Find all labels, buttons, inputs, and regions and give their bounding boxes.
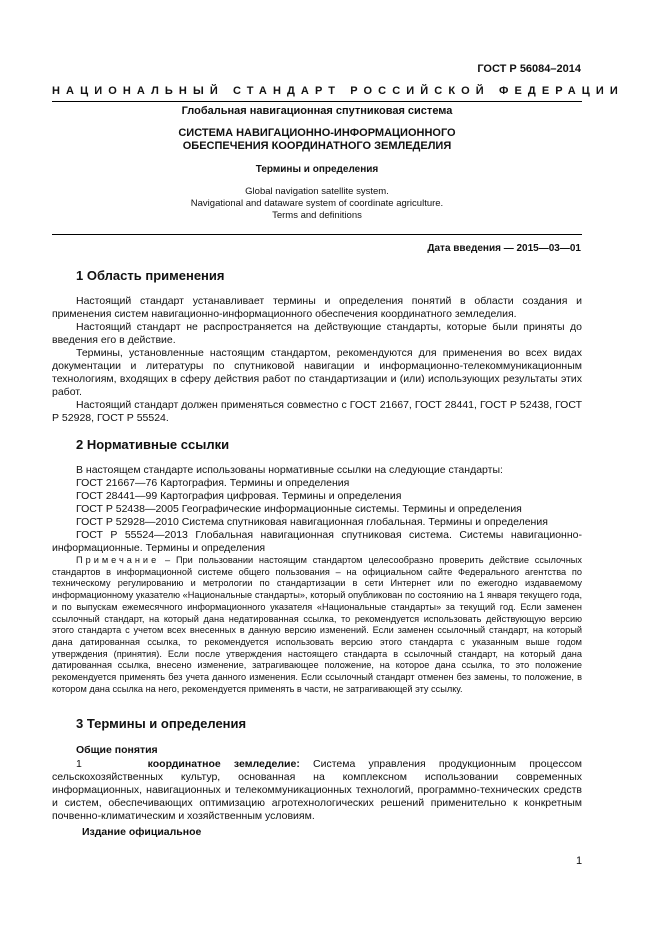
document-code: ГОСТ Р 56084–2014	[477, 63, 581, 75]
general-concepts-heading: Общие понятия	[76, 744, 158, 756]
term-definition: Система управления продукционным процессом сельскохозяйственных культур, основанная на комплексном использовании современных информационных, навигационных и телекоммуникационных технологий, программно-технических средств и систем, обеспечивающих оптимизацию агротехнологических решений применительно к конкретным почвенно-климатическим и хозяйственным условиям.	[52, 758, 582, 822]
top-rule	[52, 101, 582, 102]
official-edition-label: Издание официальное	[82, 826, 202, 838]
title-line-2: ОБЕСПЕЧЕНИЯ КООРДИНАТНОГО ЗЕМЛЕДЕЛИЯ	[182, 140, 452, 152]
section-1-heading: 1 Область применения	[76, 268, 225, 283]
term-entry	[52, 758, 582, 823]
bottom-rule	[52, 234, 582, 235]
note-text: – При пользовании настоящим стандартом целесообразно проверить действие ссылочных стандартов в информационной системе общего пользования – на официальном сайте Федерального агентства по техническому регулированию и метрологии по стандартизации в сети Интернет или по ежегодно издаваемому информационному указателю «Национальные стандарты», который опубликован по состоянию на 1 января текущего года, и по выпускам ежемесячного информационного указателя «Национальные стандарты» за текущий год. Если заменен ссылочный стандарт, на который дана недатированная ссылка, то рекомендуется использовать действующую версию этого стандарта с учетом всех внесенных в данную версию изменений. Если заменен ссылочный стандарт, на который дана датированная ссылка, то рекомендуется использовать версию этого стандарта с указанным выше годом утверждения (принятия). Если после утверждения настоящего стандарта в ссылочный стандарт, на который дана датированная ссылка, внесено изменение, затрагивающее положение, на которое дана ссылка, то это положение рекомендуется применять без учета данного изменения. Если ссылочный стандарт отменен без замены, то положение, в котором дана ссылка на него, рекомендуется применять в части, не затрагивающей эту ссылку.	[52, 555, 582, 694]
english-title-line-3: Terms and definitions	[272, 210, 362, 221]
section-1-paragraph-1: Настоящий стандарт устанавливает термины и определения понятий в области создания и применения систем навигационно-информационного обеспечения координатного земледелия.	[52, 295, 582, 320]
section-2-intro: В настоящем стандарте использованы нормативные ссылки на следующие стандарты:	[76, 464, 503, 476]
normative-references-list	[52, 477, 582, 555]
section-1-paragraph-2: Настоящий стандарт не распространяется на действующие стандарты, которые были приняты до введения его в действие.	[52, 321, 582, 346]
section-1-paragraph-3: Термины, установленные настоящим стандартом, рекомендуются для применения во всех видах документации и литературы по спутниковой навигации и информационно-телекоммуникационным технологиям, входящих в сферу действия работ по стандартизации и (или) использующих результаты этих работ.	[52, 347, 582, 398]
english-title-line-1: Global navigation satellite system.	[245, 186, 389, 197]
reference-item: ГОСТ 28441—99 Картография цифровая. Термины и определения	[76, 490, 402, 502]
reference-item: ГОСТ 21667—76 Картография. Термины и определения	[76, 477, 350, 489]
references-note	[52, 555, 582, 695]
english-title-line-2: Navigational and dataware system of coordinate agriculture.	[190, 198, 444, 209]
note-label: Примечание	[76, 555, 160, 565]
page-number: 1	[576, 855, 583, 867]
section-1-paragraph-4: Настоящий стандарт должен применяться совместно с ГОСТ 21667, ГОСТ 28441, ГОСТ Р 52438, ГОСТ Р 52928, ГОСТ Р 55524.	[52, 399, 582, 424]
section-3-heading: 3 Термины и определения	[76, 716, 247, 731]
system-subtitle: Глобальная навигационная спутниковая система	[181, 105, 453, 117]
term-number: 1	[76, 758, 82, 770]
national-standard-banner: НАЦИОНАЛЬНЫЙ СТАНДАРТ РОССИЙСКОЙ ФЕДЕРАЦИИ	[52, 85, 624, 97]
reference-item: ГОСТ Р 52438—2005 Географические информационные системы. Термины и определения	[76, 503, 522, 515]
english-title	[52, 186, 582, 222]
reference-item: ГОСТ Р 52928—2010 Система спутниковая навигационная глобальная. Термины и определения	[76, 516, 548, 528]
document-title	[52, 127, 582, 153]
reference-item: ГОСТ Р 55524—2013 Глобальная навигационная спутниковая система. Системы навигационно-информационные. Термины и определения	[52, 529, 582, 554]
introduction-date: Дата введения — 2015—03—01	[427, 243, 581, 254]
terms-subtitle: Термины и определения	[255, 164, 379, 175]
title-line-1: СИСТЕМА НАВИГАЦИОННО-ИНФОРМАЦИОННОГО	[178, 127, 456, 139]
section-2-heading: 2 Нормативные ссылки	[76, 437, 230, 452]
term-name: координатное земледелие:	[147, 758, 300, 770]
